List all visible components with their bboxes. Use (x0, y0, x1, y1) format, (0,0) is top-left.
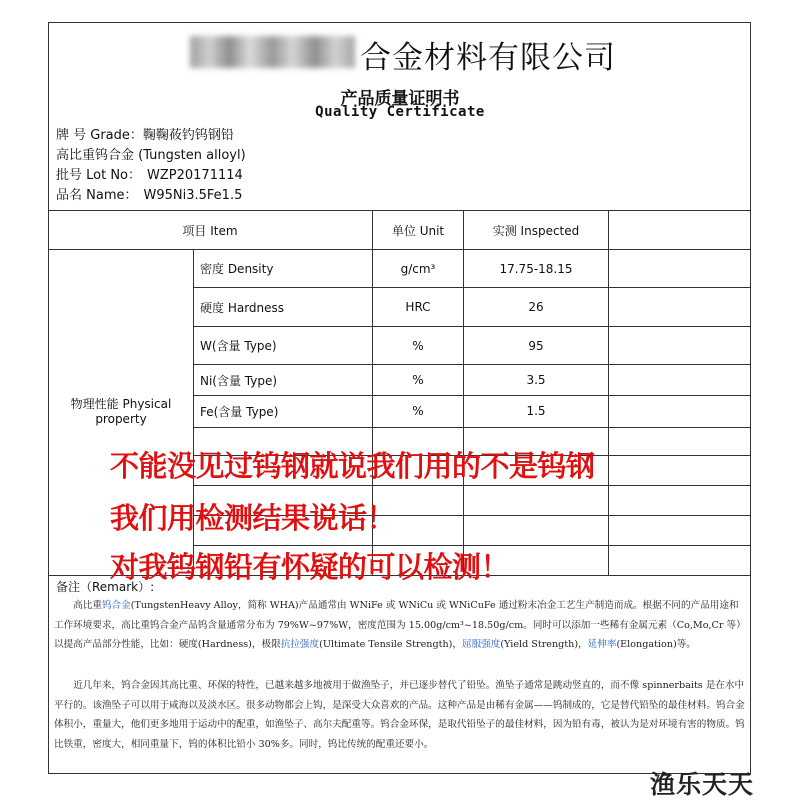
remark-p1-a: 高比重 (73, 600, 102, 611)
overlay-line-2: 我们用检测结果说话！ (110, 501, 396, 535)
row-value: 95 (528, 338, 544, 353)
row-item: 硬度 Hardness (200, 300, 285, 315)
watermark-text: 渔乐天天 (650, 770, 755, 799)
grade-line (56, 124, 234, 143)
tungsten-alloy-link[interactable]: 钨合金 (101, 600, 131, 611)
remark-title: 备注（Remark）: (56, 580, 155, 594)
row-divider (193, 427, 751, 428)
header-item: 项目 Item (182, 223, 238, 238)
header-inspected: 实测 Inspected (492, 223, 580, 238)
blurred-company-prefix (190, 36, 355, 68)
name-label: 品名 Name： (56, 188, 138, 203)
certificate-title-en: Quality Certificate (315, 104, 485, 120)
row-value: 3.5 (526, 373, 546, 387)
remark-p1-b: (TungstenHeavy Alloy，简称 WHA)产品通常由 WNiFe 或 WNiCu 或 WNiCuFe 通过粉末冶金工艺生产制造而成。根据不同的产品用途和工作环境要求，高比重钨合金产品钨含量通常分布为 79%W~97%W，密度范围为 15.00g/cm³~18.50g/cm。同时可以添加一些稀有金属元素（Co,Mo,Cr 等）以提高产品部分性能，比如：硬度(Hardness)，极限 (54, 600, 746, 650)
company-header (190, 30, 630, 74)
column-divider (608, 210, 609, 575)
lot-line (56, 164, 243, 183)
row-item: Fe(含量 Type) (200, 404, 279, 419)
overlay-line-1: 不能没见过钨钢就说我们用的不是钨钢 (110, 449, 595, 483)
row-unit: g/cm³ (400, 261, 436, 276)
row-unit: HRC (405, 300, 431, 314)
remark-p1-e: (Elongation)等。 (616, 639, 696, 650)
grade-label: 牌 号 Grade： (56, 128, 143, 143)
lot-label: 批号 Lot No： (56, 168, 142, 183)
group-label: 物理性能 Physical property (70, 396, 172, 426)
lot-value: WZP20171114 (147, 168, 243, 183)
row-unit: % (412, 373, 424, 387)
remark-p1-d: (Yield Strength)， (500, 639, 588, 650)
row-item: W(含量 Type) (200, 339, 277, 353)
row-unit: % (412, 404, 424, 418)
row-item: Ni(含量 Type) (200, 373, 278, 388)
row-value: 26 (528, 300, 544, 314)
grade-value: 鞠鞠莜钓钨钢铅 (142, 128, 234, 143)
header-unit: 单位 Unit (391, 223, 445, 238)
type-text: 高比重钨合金 (Tungsten alloyl) (56, 148, 246, 163)
row-value: 17.75-18.15 (499, 261, 573, 276)
row-divider (193, 485, 751, 486)
yield-strength-link[interactable]: 屈服强度 (461, 639, 501, 650)
row-value: 1.5 (526, 404, 546, 418)
tensile-strength-link[interactable]: 抗拉强度 (280, 639, 320, 650)
certificate-title-cn: 产品质量证明书 (340, 89, 460, 109)
company-name: 合金材料有限公司 (360, 40, 616, 76)
remark-p1-c: (Ultimate Tensile Strength)， (319, 639, 462, 650)
remark-paragraph-1 (54, 596, 746, 655)
overlay-line-3: 对我钨钢铅有怀疑的可以检测！ (110, 550, 510, 584)
row-unit: % (412, 338, 424, 353)
row-item: 密度 Density (200, 262, 274, 276)
elongation-link[interactable]: 延伸率 (587, 639, 617, 650)
name-line (56, 184, 242, 203)
type-line (56, 144, 246, 163)
name-value: W95Ni3.5Fe1.5 (143, 188, 243, 203)
remark-paragraph-2: 近几年来，钨合金因其高比重、环保的特性，已越来越多地被用于做渔坠子，并已逐步替代了铅坠。渔坠子通常是跳动竖直的，而不像 spinnerbaits 是在水中平行的。该渔坠子可以用于咸海以及淡水区。很多动物都会上钩，是深受大众喜欢的产品。这种产品是由稀有金属——钨制成的，它是替代铅坠的最佳材料。钨合金体积小，重量大，他们更多地用于运动中的配重，如渔坠子、高尔夫配重等。钨合金环保，是取代铅坠子的最佳材料，因为铅有毒，被认为是对环境有害的物质。钨比铁重，密度大，相同重量下，钨的体积比铅小 30%多。同时，钨比传统的配重还要小。 (54, 680, 745, 750)
